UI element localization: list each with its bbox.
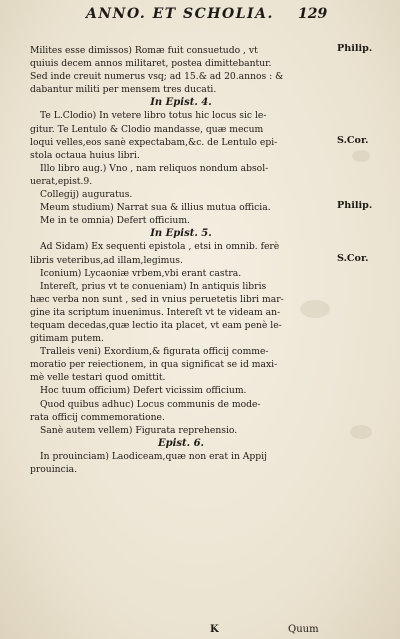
section-heading: In Epist. 4. <box>150 97 212 109</box>
text-line: Me in te omnia) Defert officium. <box>40 215 190 227</box>
page-number: 129 <box>298 6 328 22</box>
section-heading: Epist. 6. <box>157 437 205 449</box>
text-line: hæc verba non sunt , sed in vnius peruetetis libri mar- <box>30 293 284 305</box>
text-line: stola octaua huius libri. <box>30 149 140 161</box>
text-line: Collegij) auguratus. <box>40 189 133 201</box>
section-heading: In Epist. 5. <box>150 228 212 240</box>
text-line: Ad Sidam) Ex sequenti epistola , etsi in omnib. ferè <box>40 241 280 253</box>
text-line: loqui velles,eos sanè expectabam,&c. de Lentulo epi- <box>30 136 278 148</box>
text-line: quiuis decem annos militaret, postea dimittebantur. <box>30 58 272 70</box>
text-line: Sed inde creuit numerus vsq; ad 15.& ad 20.annos : & <box>30 71 284 83</box>
text-line: Meum studium) Narrat sua & illius mutua officia. <box>40 202 271 214</box>
commentary-text <box>30 44 332 476</box>
text-line: prouincia. <box>30 464 78 475</box>
marginal-note: S.Cor. <box>337 252 369 264</box>
marginal-note: Philip. <box>337 43 373 54</box>
text-line: Sanè autem vellem) Figurata reprehensio. <box>40 424 238 436</box>
text-line: Illo libro aug.) Vno , nam reliquos nondum absol- <box>40 162 269 174</box>
stain <box>350 425 372 439</box>
text-line: moratio per reiectionem, in qua significat se id maxi- <box>30 359 278 371</box>
marginal-note: S.Cor. <box>337 134 369 146</box>
text-line: Quod quibus adhuc) Locus communis de mode- <box>40 398 261 410</box>
text-line: Hoc tuum officium) Defert vicissim officium. <box>40 385 247 397</box>
text-line: In prouinciam) Laodiceam,quæ non erat in Appij <box>40 450 267 462</box>
text-line: gine ita scriptum inuenimus. Intereſt vt te videam an- <box>30 306 281 318</box>
catchword: Quum <box>288 624 319 635</box>
text-line: libris veteribus,ad illam,legimus. <box>30 254 183 266</box>
signature-mark: K <box>210 624 219 635</box>
text-line: tequam decedas,quæ lectio ita placet, vt eam penè le- <box>30 319 282 331</box>
marginal-note: Philip. <box>337 200 373 212</box>
text-line: gitur. Te Lentulo & Clodio mandasse, quæ mecum <box>30 123 264 135</box>
text-line: Iconium) Lycaoniæ vrbem,vbi erant castra. <box>40 267 242 279</box>
text-line: Intereſt, prius vt te conueniam) In antiquis libris <box>40 280 267 292</box>
text-line: Te L.Clodio) In vetere libro totus hic locus sic le- <box>40 110 267 122</box>
text-line: mè velle testari quod omittit. <box>30 372 166 384</box>
text-line: gitimam putem. <box>30 333 104 345</box>
text-line: uerat,epist.9. <box>30 175 93 187</box>
text-line: Tralleis veni) Exordium,& figurata officij comme- <box>40 346 269 358</box>
text-line: Milites esse dimissos) Romæ fuit consuetudo , vt <box>30 45 258 56</box>
running-head: ANNO. ET SCHOLIA. <box>86 6 274 22</box>
text-line: dabantur militi per mensem tres ducati. <box>30 84 217 96</box>
stain <box>352 150 370 162</box>
text-line: rata officij commemoratione. <box>30 411 165 423</box>
